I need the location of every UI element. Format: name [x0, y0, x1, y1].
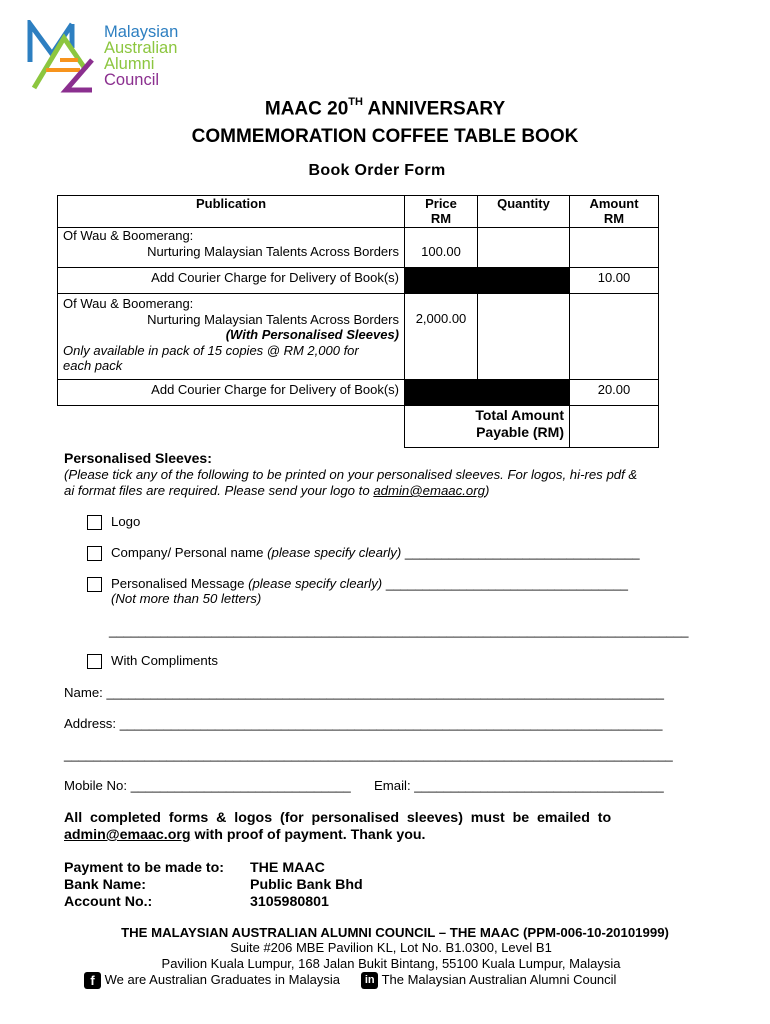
personalised-message-checkbox[interactable] [87, 577, 102, 592]
with-compliments-checkbox[interactable] [87, 654, 102, 669]
publication-title: Of Wau & Boomerang: [63, 296, 194, 311]
message-input-line[interactable]: _______________________________________________________________________________ [109, 623, 689, 638]
table-row [58, 228, 659, 268]
email-field[interactable]: Email: __________________________________ [374, 778, 664, 793]
submission-notice: All completed forms & logos (for personalised sleeves) must be emailed to [64, 810, 612, 826]
table-row [58, 380, 659, 406]
notice-email-link[interactable]: admin@emaac.org [64, 827, 191, 843]
footer-address-2: Pavilion Kuala Lumpur, 168 Jalan Bukit Bintang, 55100 Kuala Lumpur, Malaysia [161, 956, 621, 971]
price-cell: 100.00 [405, 228, 478, 268]
logo-line-4: Council [104, 71, 160, 89]
name-field[interactable]: Name: ____________________________________________________________________________ [64, 685, 664, 700]
title-text-a: MAAC 20 [264, 98, 349, 120]
logo-checkbox[interactable] [87, 515, 102, 530]
title-superscript: TH [348, 96, 363, 108]
shaded-cell [405, 380, 478, 406]
page-title [0, 98, 770, 120]
payment-value-2: Public Bank Bhd [250, 877, 363, 893]
sleeves-heading: Personalised Sleeves: [64, 450, 212, 466]
courier-amount: 20.00 [570, 380, 659, 406]
price-cell: 2,000.00 [405, 294, 478, 380]
table-header-row [58, 196, 659, 228]
amount-input[interactable] [570, 228, 659, 268]
submission-notice-2: admin@emaac.org with proof of payment. Thank you. [64, 827, 426, 843]
payment-label-2: Bank Name: [64, 877, 147, 893]
publication-cell [58, 294, 405, 380]
courier-label: Add Courier Charge for Delivery of Book(s) [58, 268, 405, 294]
maac-logo-icon [26, 20, 96, 95]
publication-cell [58, 228, 405, 268]
option-message-label: Personalised Message (please specify clearly) _________________________________ [111, 576, 628, 591]
payment-label-3: Account No.: [64, 894, 153, 910]
logo-wordmark [104, 24, 178, 88]
table-row [58, 268, 659, 294]
footer-org-name: THE MALAYSIAN AUSTRALIAN ALUMNI COUNCIL – THE MAAC (PPM-006-10-20101999) [121, 925, 669, 940]
mobile-field[interactable]: Mobile No: ______________________________ [64, 778, 351, 793]
header-quantity: Quantity [478, 196, 570, 228]
facebook-link[interactable]: We are Australian Graduates in Malaysia [104, 972, 340, 987]
header-amount: Amount RM [570, 196, 659, 228]
option-compliments-label: With Compliments [111, 653, 218, 668]
shaded-cell [405, 268, 478, 294]
table-row [58, 294, 659, 380]
pack-note-2: each pack [63, 358, 123, 373]
logo-line-2: Australian [104, 39, 178, 57]
quantity-input[interactable] [478, 228, 570, 268]
option-logo-label: Logo [111, 514, 141, 529]
total-label: Total Amount Payable (RM) [405, 406, 570, 448]
company-name-checkbox[interactable] [87, 546, 102, 561]
shaded-cell [478, 380, 570, 406]
total-row [58, 406, 659, 448]
form-subtitle: Book Order Form [308, 162, 446, 179]
payment-value-1: THE MAAC [250, 860, 325, 876]
shaded-cell [478, 268, 570, 294]
title-text-b: ANNIVERSARY [362, 98, 506, 120]
facebook-icon: f [84, 972, 101, 989]
email-link[interactable]: admin@emaac.org [373, 483, 485, 498]
payment-value-3: 3105980801 [250, 894, 329, 910]
quantity-input[interactable] [478, 294, 570, 380]
sleeves-note-1: (Please tick any of the following to be printed on your personalised sleeves. For logos, hi-res pdf & [64, 467, 638, 482]
message-length-note: (Not more than 50 letters) [111, 591, 262, 606]
amount-input[interactable] [570, 294, 659, 380]
address-field-2[interactable]: ___________________________________________________________________________________ [64, 747, 673, 762]
publication-title: Of Wau & Boomerang: [63, 228, 194, 243]
courier-label: Add Courier Charge for Delivery of Book(s) [58, 380, 405, 406]
payment-label-1: Payment to be made to: [64, 860, 225, 876]
sleeves-note-2: ai format files are required. Please send your logo to admin@emaac.org) [64, 483, 490, 498]
linkedin-icon: in [361, 972, 378, 989]
linkedin-link[interactable]: The Malaysian Australian Alumni Council [381, 972, 617, 987]
courier-amount: 10.00 [570, 268, 659, 294]
personalised-sleeves-label: (With Personalised Sleeves) [225, 327, 399, 342]
logo-line-3: Alumni [104, 55, 155, 73]
header-publication: Publication [58, 196, 405, 228]
publication-subtitle: Nurturing Malaysian Talents Across Borders [147, 243, 399, 259]
empty-cell [58, 406, 405, 448]
option-company-label: Company/ Personal name (please specify clearly) ________________________________ [111, 545, 640, 560]
page-title-line-2: COMMEMORATION COFFEE TABLE BOOK [191, 126, 579, 147]
logo-line-1: Malaysian [104, 23, 179, 41]
publication-subtitle: Nurturing Malaysian Talents Across Borders [147, 311, 399, 327]
header-price: Price RM [405, 196, 478, 228]
total-amount-input[interactable] [570, 406, 659, 448]
footer-social [84, 972, 616, 989]
order-table [57, 195, 659, 448]
pack-note: Only available in pack of 15 copies @ RM 2,000 for [63, 342, 359, 358]
address-field[interactable]: Address: __________________________________________________________________________ [64, 716, 663, 731]
footer-address-1: Suite #206 MBE Pavilion KL, Lot No. B1.0300, Level B1 [230, 940, 552, 955]
